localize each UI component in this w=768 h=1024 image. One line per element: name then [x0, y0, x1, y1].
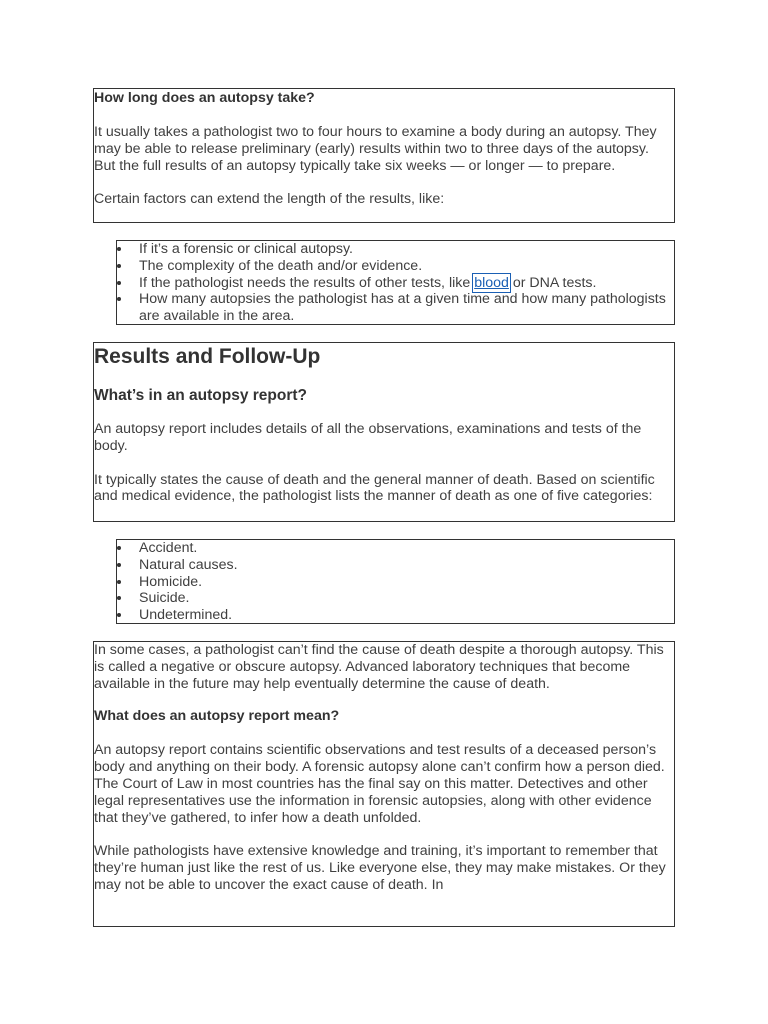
list-item [117, 590, 674, 607]
results-title: Results and Follow-Up [94, 345, 321, 368]
bullet-icon [117, 281, 121, 285]
extend-factors-intro: Certain factors can extend the length of the results, like: [94, 191, 445, 208]
factor-item-text: How many autopsies the pathologist has at a given time and how many pathologists are available in the area. [139, 291, 666, 325]
report-contents-heading: What’s in an autopsy report? [94, 387, 307, 404]
list-item [117, 258, 674, 275]
factor-item-text: If it’s a forensic or clinical autopsy. [139, 241, 353, 257]
report-meaning-paragraph: An autopsy report contains scientific observations and test results of a deceased person’s body and anything on their body. A forensic autopsy alone can’t confirm how a person died. The Court of Law in most countries has the final say on this matter. Detectives and other legal representatives use the information in forensic autopsies, along with other evidence that they’ve gathered, to infer how a death unfolded. [94, 742, 665, 826]
list-item [117, 574, 674, 591]
bullet-icon [117, 563, 121, 567]
category-item-text: Natural causes. [139, 556, 238, 573]
category-item-text: Homicide. [139, 573, 203, 590]
results-section [93, 342, 675, 522]
report-meaning-section [93, 641, 675, 927]
bullet-icon [117, 546, 121, 550]
list-item [117, 540, 674, 557]
category-item-text: Undetermined. [139, 607, 233, 624]
list-item [117, 275, 674, 292]
report-meaning-heading: What does an autopsy report mean? [94, 708, 340, 725]
list-item [117, 241, 674, 258]
factor-item-text-before-link: If the pathologist needs the results of other tests, like [139, 274, 475, 291]
factors-list [117, 241, 674, 325]
factors-list-box [116, 240, 675, 325]
factor-item-text-after-link: or DNA tests. [508, 274, 597, 291]
list-item [117, 291, 674, 325]
pathologist-limitations-paragraph: While pathologists have extensive knowledge and training, it’s important to remember that they’re human just like the rest of us. Like everyone else, they may make mistakes. Or they may not be able to uncover the exact cause of death. In [94, 843, 666, 893]
autopsy-duration-heading: How long does an autopsy take? [94, 90, 315, 106]
bullet-icon [117, 596, 121, 600]
factor-item-text: The complexity of the death and/or evidence. [139, 257, 423, 274]
negative-autopsy-paragraph: In some cases, a pathologist can’t find the cause of death despite a thorough autopsy. This is called a negative or obscure autopsy. Advanced laboratory techniques that become available in the future may help eventually determine the cause of death. [94, 642, 664, 692]
categories-list [117, 540, 674, 624]
bullet-icon [117, 247, 121, 251]
bullet-icon [117, 264, 121, 268]
autopsy-duration-paragraph: It usually takes a pathologist two to four hours to examine a body during an autopsy. They may be able to release preliminary (early) results within two to three days of the autopsy. But the full results of an autopsy typically take six weeks — or longer — to prepare. [94, 124, 657, 174]
bullet-icon [117, 613, 121, 617]
autopsy-duration-section [93, 88, 675, 223]
categories-list-box [116, 539, 675, 624]
bullet-icon [117, 580, 121, 584]
list-item [117, 607, 674, 624]
bullet-icon [117, 297, 121, 301]
blood-link[interactable]: blood [474, 274, 509, 291]
category-item-text: Suicide. [139, 590, 190, 607]
list-item [117, 557, 674, 574]
category-item-text: Accident. [139, 540, 198, 556]
manner-of-death-paragraph: It typically states the cause of death and the general manner of death. Based on scientific and medical evidence, the pathologist lists the manner of death as one of five categories: [94, 471, 655, 505]
report-contents-paragraph: An autopsy report includes details of all the observations, examinations and tests of the body. [94, 421, 642, 454]
